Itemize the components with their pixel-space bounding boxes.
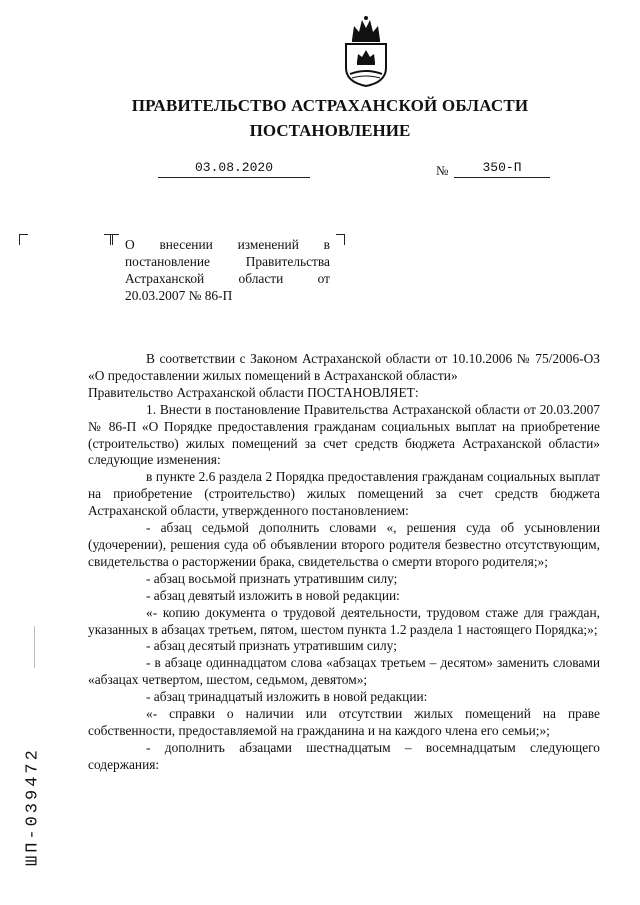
paragraph: - абзац тринадцатый изложить в новой редакции: (146, 689, 428, 705)
margin-mark (34, 626, 35, 668)
paragraph: в пункте 2.6 раздела 2 Порядка предоставления гражданам социальных выплат на приобретение (строительство) жилых помещений за счет средств бюджета Астраханской области, утвержденного постановлением: (88, 469, 600, 519)
paragraph: - абзац восьмой признать утратившим силу; (146, 570, 398, 586)
paragraph: - абзац седьмой дополнить словами «, решения суда об усыновлении (удочерении), решения суда об объявлении второго родителя безвестно отсутствующим, свидетельства о расторжении брака, свидетельства о смерти второго родителя;»; (88, 520, 600, 569)
document-body (88, 351, 600, 774)
paragraph: - в абзаце одиннадцатом слова «абзацах третьем – десятом» заменить словами «абзацах четвертом, шестом, седьмом, девятом»; (88, 655, 600, 688)
government-title: ПРАВИТЕЛЬСТВО АСТРАХАНСКОЙ ОБЛАСТИ (131, 96, 529, 115)
paragraph: «- справки о наличии или отсутствии жилых помещений на праве собственности, предоставляемой на гражданина и на каждого члена его семьи;»; (88, 706, 600, 738)
number-label: № (436, 163, 449, 178)
paragraph: В соответствии с Законом Астраханской области от 10.10.2006 № 75/2006-ОЗ «О предоставлении жилых помещений в Астраханской области» (88, 351, 600, 383)
paragraph: - абзац девятый изложить в новой редакции: (146, 587, 400, 603)
document-number: 350-П (454, 160, 550, 178)
corner-bracket (110, 234, 119, 245)
document-date: 03.08.2020 (158, 160, 310, 178)
paragraph: 1. Внести в постановление Правительства Астраханской области от 20.03.2007 № 86-П «О Порядке предоставления гражданам социальных выплат на приобретение (строительство) жилых помещений за счет средств бюджета Астраханской области» следующие изменения: (88, 401, 600, 468)
corner-bracket (336, 234, 345, 245)
paragraph: - дополнить абзацами шестнадцатым – восемнадцатым следующего содержания: (88, 739, 600, 772)
serial-stamp: ШП-039472 (23, 747, 43, 866)
coat-of-arms-icon (342, 12, 390, 88)
paragraph: «- копию документа о трудовой деятельности, трудовом стаже для граждан, указанных в абзацах третьем, пятом, шестом пункта 1.2 раздела 1 настоящего Порядка;»; (88, 604, 600, 637)
document-subject: О внесении изменений в постановление Правительства Астраханской области от 20.03.2007 № 86-П (125, 237, 330, 303)
corner-bracket (19, 234, 28, 245)
paragraph: - абзац десятый признать утратившим силу; (146, 638, 397, 654)
document-type: ПОСТАНОВЛЕНИЕ (249, 121, 411, 140)
paragraph: Правительство Астраханской области ПОСТАНОВЛЯЕТ: (88, 384, 419, 400)
